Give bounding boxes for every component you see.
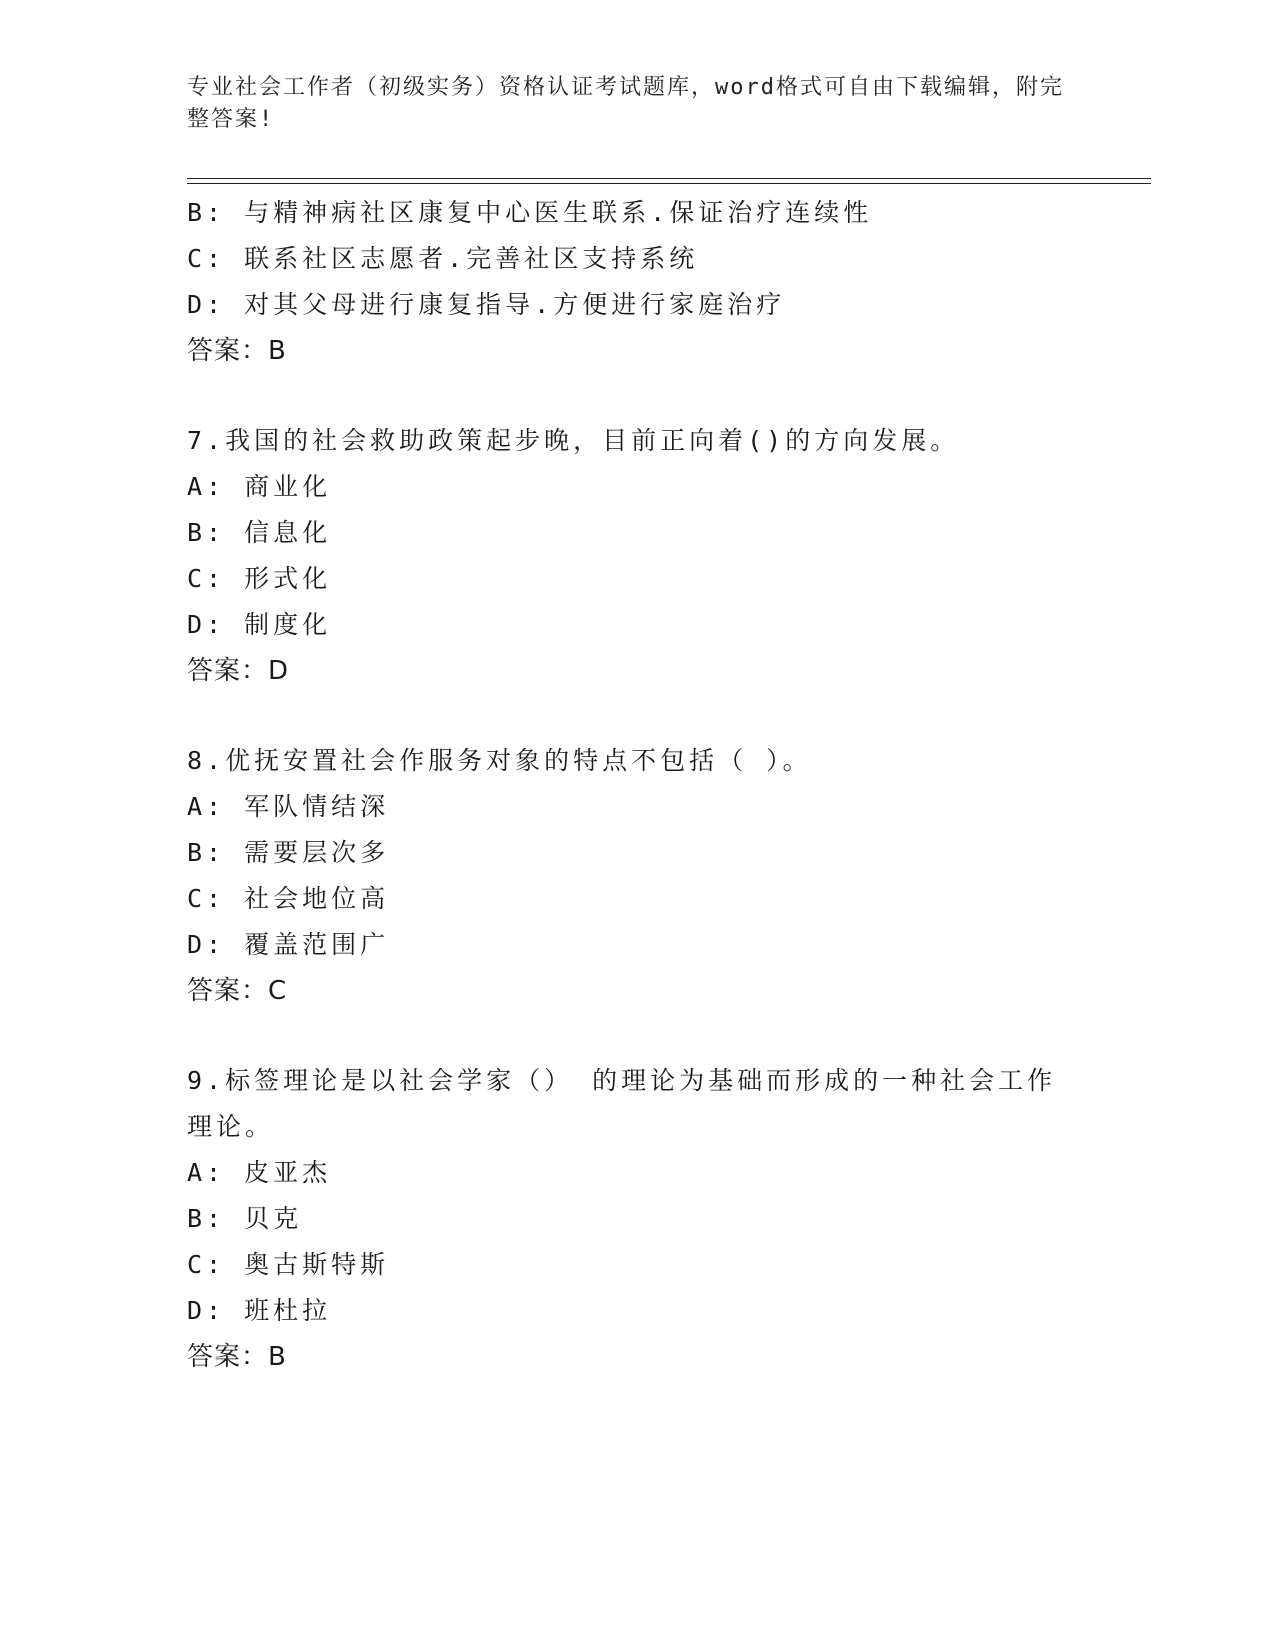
option-c: C: 奥古斯特斯 [187,1250,390,1279]
question-text: 7.我国的社会救助政策起步晚，目前正向着()的方向发展。 [187,426,960,455]
question-7 [187,418,1087,694]
option-b: B: 信息化 [187,518,332,547]
answer: 答案：C [187,976,288,1006]
question-6-continuation [187,190,1087,374]
option-b: B: 需要层次多 [187,838,390,867]
option-b: B: 贝克 [187,1204,303,1233]
option-d: D: 对其父母进行康复指导.方便进行家庭治疗 [187,290,786,319]
answer: 答案：B [187,1342,287,1372]
document-header: 专业社会工作者（初级实务）资格认证考试题库，word格式可自由下载编辑，附完整答案! [187,75,1064,132]
answer: 答案：B [187,336,287,366]
option-c: C: 联系社区志愿者.完善社区支持系统 [187,244,699,273]
question-8 [187,738,1087,1014]
option-a: A: 军队情结深 [187,792,390,821]
question-text: 8.优抚安置社会作服务对象的特点不包括（ ）。 [187,746,812,775]
option-c: C: 社会地位高 [187,884,390,913]
header-divider-top [187,178,1151,179]
question-9 [187,1058,1087,1380]
answer: 答案：D [187,656,290,686]
option-a: A: 商业化 [187,472,332,501]
option-d: D: 制度化 [187,610,332,639]
option-d: D: 覆盖范围广 [187,930,390,959]
header-divider-bottom [187,183,1151,184]
option-d: D: 班杜拉 [187,1296,332,1325]
option-c: C: 形式化 [187,564,332,593]
question-text: 9.标签理论是以社会学家（） 的理论为基础而形成的一种社会工作理论。 [187,1066,1057,1141]
option-b: B: 与精神病社区康复中心医生联系.保证治疗连续性 [187,198,873,227]
option-a: A: 皮亚杰 [187,1158,332,1187]
document-body [187,190,1087,1380]
